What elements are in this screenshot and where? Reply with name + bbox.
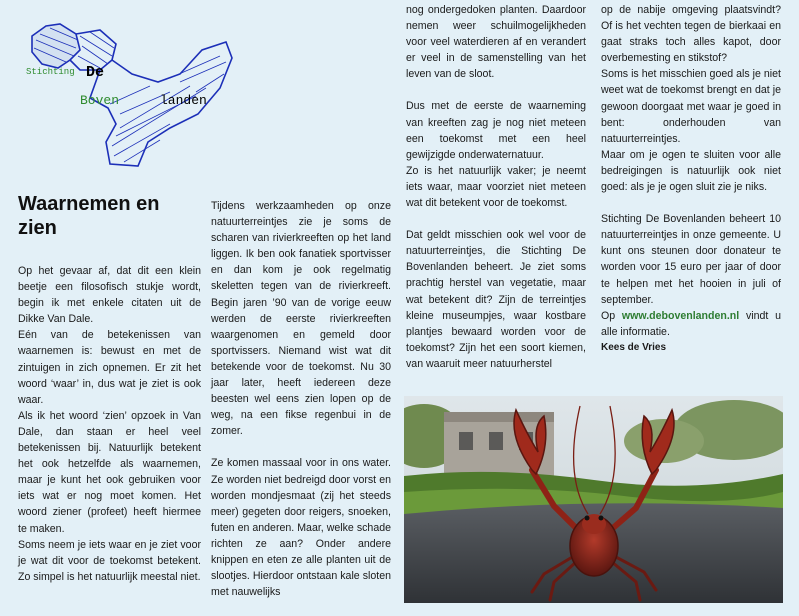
column-2 xyxy=(211,198,391,600)
website-link[interactable]: www.debovenlanden.nl xyxy=(621,309,740,322)
paragraph: Maar om je ogen te sluiten voor alle bedreigingen is natuurlijk ook niet goed: als je je ogen sluit zie je niks. xyxy=(601,148,781,194)
author: Kees de Vries xyxy=(601,341,667,353)
column-1 xyxy=(18,263,201,585)
paragraph-website xyxy=(601,308,781,340)
paragraph: Als ik het woord ‘zien’ opzoek in Van Dale, dan staan er heel veel betekenissen bij. Natuurlijk betekent het ook hetzelfde als waarnemen, maar je kunt het ook gebruiken voor iets wat er nog moet komen. Het woord ziener (profeet) heeft hiermee te maken. xyxy=(18,409,201,535)
website-post: vindt u alle informatie. xyxy=(601,309,781,338)
column-4 xyxy=(601,2,781,356)
website-pre: Op xyxy=(601,309,622,322)
paragraph: Dat geldt misschien ook wel voor de natuurterreintjes, die Stichting De Bovenlanden beheert. Je ziet soms prachtig herstel van vegetatie, maar wat betekent dit? Zijn de terreintjes kleine museumpjes, waar kostbare plantjes bewaard worden voor de toekomst? Zijn het een soort kiemen, van waaruit meer natuurherstel xyxy=(406,229,586,370)
article-title: Waarnemen en zien xyxy=(18,193,160,239)
logo-stichting: Stichting xyxy=(26,67,75,77)
paragraph: Eén van de betekenissen van waarnemen is: bewust en met de zintuigen in zich opnemen. Er zit het woord ‘waar’ in, dus wat je ziet is ook waar. xyxy=(18,329,201,406)
paragraph: Tijdens werkzaamheden op onze natuurterreintjes zie je soms de scharen van rivierkreeften op het land liggen. Ik ben ook fanatiek sportvisser en dan kom je ook regelmatig skeletten tegen van de rivierkreeft. Begin jaren ’90 van de vorige eeuw werden de eerste rivierkreeften waargenomen en gemeld door sportvissers. Niemand wist wat dit betekende voor de toekomst. Nu 30 jaar later, heeft iedereen deze beesten wel eens zien lopen op de weg, na een fikse regenbui in de zomer. xyxy=(211,200,391,438)
paragraph: Soms is het misschien goed als je niet weet wat de toekomst brengt en dat je gewoon doorgaat met waar je goed in bent: onderhouden van natuurterreintjes. xyxy=(601,68,781,145)
logo-boven: Boven xyxy=(80,93,120,108)
paragraph: op de nabije omgeving plaatsvindt? Of is het vechten tegen de bierkaai en gaat straks toch alles kapot, door overbemesting en stikstof? xyxy=(601,4,781,65)
paragraph: nog ondergedoken planten. Daardoor nemen weer schuilmogelijkheden voor veel waterdieren af en verandert er veel in de samenstelling van het leven van de sloot. xyxy=(406,4,586,81)
column-3 xyxy=(406,2,586,372)
paragraph: Soms neem je iets waar en je ziet voor je wat dit voor de toekomst betekent. Zo simpel is het natuurlijk meestal niet. xyxy=(18,538,201,583)
logo-landen: landen xyxy=(160,93,207,108)
paragraph: Dus met de eerste de waarneming van kreeften zag je nog niet meteen een toekomst met een heel gewijzigde onderwaternatuur. xyxy=(406,100,586,161)
paragraph: Stichting De Bovenlanden beheert 10 natuurterreintjes in onze gemeente. U kunt ons steunen door donateur te worden voor 15 euro per jaar of door te helpen met het hooien in juli of september. xyxy=(601,213,781,306)
crayfish-photo xyxy=(404,396,783,603)
logo-de: De xyxy=(86,64,105,81)
paragraph: Zo is het natuurlijk vaker; je neemt iets waar, maar voorziet niet meteen wat dit betekent voor de toekomst. xyxy=(406,164,586,210)
paragraph: Op het gevaar af, dat dit een klein beetje een filosofisch stukje wordt, begin ik met enkele citaten uit de Dikke Van Dale. xyxy=(18,265,201,326)
paragraph: Ze komen massaal voor in ons water. Ze worden niet bedreigd door vorst en worden mondjesmaat (zij het steeds meer) gegeten door reigers, snoeken, futen en anderen. Maar, welke schade richten ze aan? Onder andere knippen en eten ze alle planten uit de slootjes. Hierdoor ontstaan kale sloten met nauwelijks xyxy=(211,457,391,599)
bovenlanden-logo xyxy=(20,16,240,176)
